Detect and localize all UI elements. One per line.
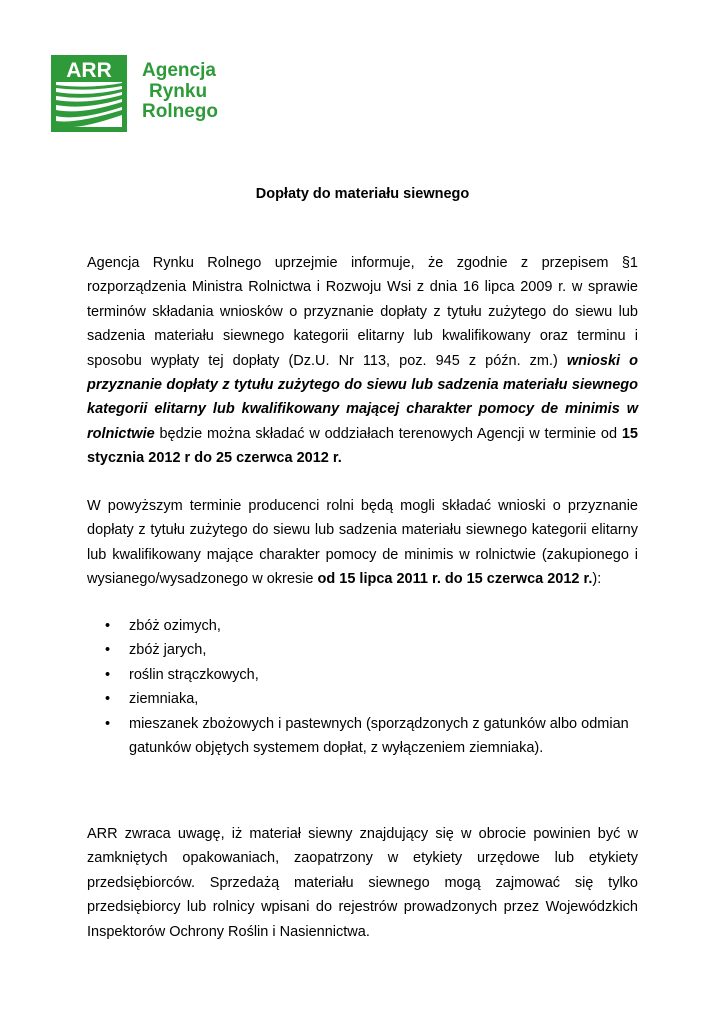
paragraph-notice: ARR zwraca uwagę, iż materiał siewny znajdujący się w obrocie powinien być w zamkniętych opakowaniach, zaopatrzony w etykiety urzędowe lub etykiety przedsiębiorców. Sprzedażą materiału siewnego mogą zajmować się tylko przedsiębiorcy lub rolnicy wpisani do rejestrów prowadzonych przez Wojewódzkich Inspektorów Ochrony Roślin i Nasiennictwa.: [87, 826, 638, 940]
bullet-icon: •: [105, 618, 111, 634]
list-item: [87, 712, 638, 761]
intro-text: Agencja Rynku Rolnego uprzejmie informuje, że zgodnie z przepisem §1 rozporządzenia Ministra Rolnictwa i Rozwoju Wsi z dnia 16 lipca 2009 r. w sprawie terminów składania wniosków o przyznanie dopłaty z tytułu zużytego do siewu lub sadzenia materiału siewnego kategorii elitarny lub kwalifikowany oraz terminu i sposobu wypłaty tej dopłaty (Dz.U. Nr 113, poz. 945 z późn. zm.): [87, 255, 638, 369]
intro-text-cont: będzie można składać w oddziałach terenowych Agencji w terminie od: [154, 425, 622, 442]
document-title: Dopłaty do materiału siewnego: [255, 186, 470, 202]
period-end: ):: [592, 571, 602, 588]
list-item-text: roślin strączkowych,: [129, 666, 259, 683]
logo-abbr: ARR: [66, 59, 112, 82]
list-item-text: ziemniaka,: [129, 691, 199, 708]
period-text: W powyższym terminie producenci rolni będą mogli składać wnioski o przyznanie dopłaty z tytułu zużytego do siewu lub sadzenia materiału siewnego kategorii elitarny lub kwalifikowany mające charakter pomocy de minimis w rolnictwie (zakupionego i wysianego/wysadzonego w okresie: [87, 498, 638, 588]
logo-line-2: Rynku: [149, 81, 208, 102]
list-item-text: mieszanek zbożowych i pastewnych (sporządzonych z gatunków albo odmian gatunków objętych systemem dopłat, z wyłączeniem ziemniaka).: [129, 715, 629, 757]
paragraph-period: [87, 494, 638, 592]
list-item: [87, 687, 638, 711]
list-item-text: zbóż jarych,: [129, 642, 207, 659]
list-item: [87, 663, 638, 687]
bullet-icon: •: [105, 715, 111, 732]
crop-list: [87, 614, 638, 760]
list-item-text: zbóż ozimych,: [129, 618, 221, 634]
bullet-icon: •: [105, 642, 111, 659]
logo-line-1: Agencja: [142, 60, 216, 81]
arr-logo-mark: [51, 55, 127, 132]
period-dates: od 15 lipca 2011 r. do 15 czerwca 2012 r.: [317, 571, 593, 588]
logo-line-3: Rolnego: [142, 101, 218, 122]
bullet-icon: •: [105, 691, 111, 708]
intro-emphasis: wnioski o przyznanie dopłaty z tytułu zużytego do siewu lub sadzenia materiału siewnego kategorii elitarny lub kwalifikowany mającej charakter pomocy de minimis w rolnictwie: [87, 352, 638, 442]
paragraph-intro: [87, 251, 638, 471]
list-item: [87, 638, 638, 662]
bullet-icon: •: [105, 666, 111, 683]
list-item: [87, 614, 638, 638]
intro-deadline: 15 stycznia 2012 r do 25 czerwca 2012 r.: [87, 425, 638, 467]
arr-logo: [51, 55, 241, 132]
